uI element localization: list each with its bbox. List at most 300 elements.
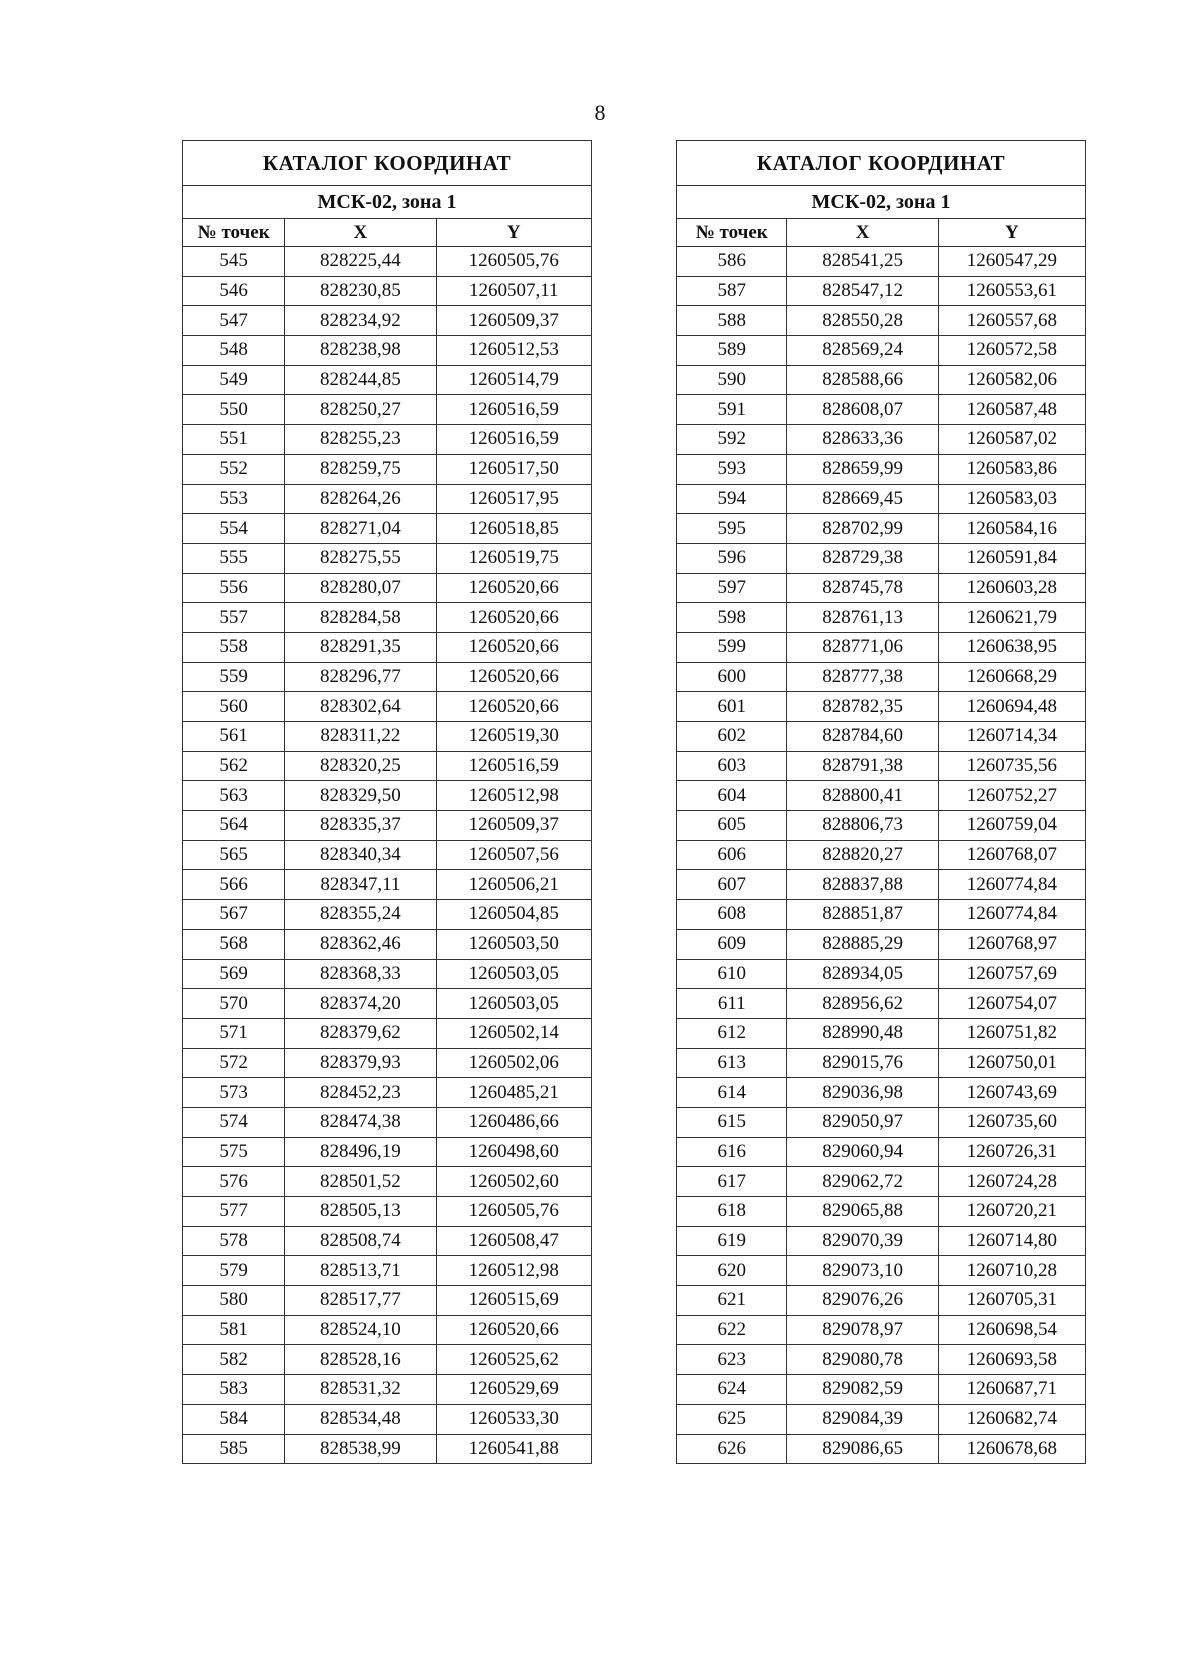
y-coordinate-cell: 1260710,28: [938, 1256, 1085, 1286]
y-coordinate-cell: 1260516,59: [436, 395, 591, 425]
point-number-cell: 548: [183, 336, 285, 366]
table-row: [677, 543, 1086, 573]
point-number-cell: 545: [183, 247, 285, 277]
x-coordinate-cell: 828745,78: [787, 573, 938, 603]
x-coordinate-cell: 829015,76: [787, 1048, 938, 1078]
x-coordinate-cell: 828791,38: [787, 751, 938, 781]
point-number-cell: 571: [183, 1018, 285, 1048]
y-coordinate-cell: 1260519,30: [436, 722, 591, 752]
x-coordinate-cell: 829078,97: [787, 1315, 938, 1345]
y-coordinate-cell: 1260541,88: [436, 1434, 591, 1464]
x-coordinate-cell: 828255,23: [285, 425, 436, 455]
table-row: [677, 1137, 1086, 1167]
x-coordinate-cell: 828320,25: [285, 751, 436, 781]
table-row: [677, 1226, 1086, 1256]
x-coordinate-cell: 828508,74: [285, 1226, 436, 1256]
table-row: [677, 692, 1086, 722]
y-coordinate-cell: 1260726,31: [938, 1137, 1085, 1167]
y-coordinate-cell: 1260587,48: [938, 395, 1085, 425]
table-row: [183, 959, 592, 989]
table-row: [183, 336, 592, 366]
coordinate-catalog-right: [676, 140, 1086, 1464]
y-coordinate-cell: 1260509,37: [436, 306, 591, 336]
y-coordinate-cell: 1260498,60: [436, 1137, 591, 1167]
y-coordinate-cell: 1260587,02: [938, 425, 1085, 455]
point-number-cell: 583: [183, 1375, 285, 1405]
x-coordinate-cell: 828374,20: [285, 989, 436, 1019]
table-row: [183, 692, 592, 722]
y-coordinate-cell: 1260508,47: [436, 1226, 591, 1256]
x-coordinate-cell: 828806,73: [787, 811, 938, 841]
y-coordinate-cell: 1260504,85: [436, 900, 591, 930]
table-row: [677, 1286, 1086, 1316]
y-coordinate-cell: 1260678,68: [938, 1434, 1085, 1464]
point-number-cell: 558: [183, 632, 285, 662]
point-number-cell: 590: [677, 365, 787, 395]
point-number-cell: 613: [677, 1048, 787, 1078]
x-coordinate-cell: 828302,64: [285, 692, 436, 722]
y-coordinate-cell: 1260714,34: [938, 722, 1085, 752]
column-header-x: X: [787, 219, 938, 247]
x-coordinate-cell: 828550,28: [787, 306, 938, 336]
x-coordinate-cell: 828851,87: [787, 900, 938, 930]
x-coordinate-cell: 828702,99: [787, 514, 938, 544]
y-coordinate-cell: 1260520,66: [436, 573, 591, 603]
y-coordinate-cell: 1260720,21: [938, 1197, 1085, 1227]
point-number-cell: 551: [183, 425, 285, 455]
table-row: [677, 840, 1086, 870]
table-row: [183, 722, 592, 752]
y-coordinate-cell: 1260591,84: [938, 543, 1085, 573]
table-row: [183, 543, 592, 573]
point-number-cell: 552: [183, 454, 285, 484]
x-coordinate-cell: 828379,62: [285, 1018, 436, 1048]
y-coordinate-cell: 1260507,56: [436, 840, 591, 870]
y-coordinate-cell: 1260582,06: [938, 365, 1085, 395]
x-coordinate-cell: 829062,72: [787, 1167, 938, 1197]
y-coordinate-cell: 1260694,48: [938, 692, 1085, 722]
x-coordinate-cell: 828538,99: [285, 1434, 436, 1464]
y-coordinate-cell: 1260520,66: [436, 632, 591, 662]
point-number-cell: 607: [677, 870, 787, 900]
x-coordinate-cell: 828291,35: [285, 632, 436, 662]
table-row: [183, 395, 592, 425]
table-row: [677, 336, 1086, 366]
table-row: [677, 514, 1086, 544]
point-number-cell: 598: [677, 603, 787, 633]
x-coordinate-cell: 828225,44: [285, 247, 436, 277]
y-coordinate-cell: 1260503,05: [436, 959, 591, 989]
y-coordinate-cell: 1260520,66: [436, 692, 591, 722]
y-coordinate-cell: 1260520,66: [436, 662, 591, 692]
x-coordinate-cell: 828335,37: [285, 811, 436, 841]
y-coordinate-cell: 1260512,98: [436, 1256, 591, 1286]
point-number-cell: 611: [677, 989, 787, 1019]
table-row: [677, 1197, 1086, 1227]
table-row: [677, 1107, 1086, 1137]
table-row: [183, 1256, 592, 1286]
table-row: [677, 425, 1086, 455]
x-coordinate-cell: 828517,77: [285, 1286, 436, 1316]
x-coordinate-cell: 828238,98: [285, 336, 436, 366]
y-coordinate-cell: 1260512,98: [436, 781, 591, 811]
x-coordinate-cell: 828513,71: [285, 1256, 436, 1286]
x-coordinate-cell: 828474,38: [285, 1107, 436, 1137]
y-coordinate-cell: 1260520,66: [436, 1315, 591, 1345]
x-coordinate-cell: 828264,26: [285, 484, 436, 514]
y-coordinate-cell: 1260687,71: [938, 1375, 1085, 1405]
table-row: [183, 662, 592, 692]
y-coordinate-cell: 1260553,61: [938, 276, 1085, 306]
point-number-cell: 600: [677, 662, 787, 692]
x-coordinate-cell: 828541,25: [787, 247, 938, 277]
x-coordinate-cell: 828311,22: [285, 722, 436, 752]
point-number-cell: 614: [677, 1078, 787, 1108]
x-coordinate-cell: 828633,36: [787, 425, 938, 455]
y-coordinate-cell: 1260751,82: [938, 1018, 1085, 1048]
x-coordinate-cell: 829070,39: [787, 1226, 938, 1256]
table-row: [183, 1286, 592, 1316]
point-number-cell: 563: [183, 781, 285, 811]
x-coordinate-cell: 828547,12: [787, 276, 938, 306]
point-number-cell: 581: [183, 1315, 285, 1345]
y-coordinate-cell: 1260735,56: [938, 751, 1085, 781]
point-number-cell: 560: [183, 692, 285, 722]
x-coordinate-cell: 828230,85: [285, 276, 436, 306]
point-number-cell: 564: [183, 811, 285, 841]
point-number-cell: 617: [677, 1167, 787, 1197]
x-coordinate-cell: 828368,33: [285, 959, 436, 989]
y-coordinate-cell: 1260547,29: [938, 247, 1085, 277]
point-number-cell: 591: [677, 395, 787, 425]
y-coordinate-cell: 1260757,69: [938, 959, 1085, 989]
y-coordinate-cell: 1260668,29: [938, 662, 1085, 692]
y-coordinate-cell: 1260509,37: [436, 811, 591, 841]
x-coordinate-cell: 829084,39: [787, 1404, 938, 1434]
table-row: [183, 870, 592, 900]
table-row: [183, 425, 592, 455]
point-number-cell: 577: [183, 1197, 285, 1227]
point-number-cell: 592: [677, 425, 787, 455]
point-number-cell: 601: [677, 692, 787, 722]
x-coordinate-cell: 828528,16: [285, 1345, 436, 1375]
y-coordinate-cell: 1260693,58: [938, 1345, 1085, 1375]
x-coordinate-cell: 828296,77: [285, 662, 436, 692]
x-coordinate-cell: 828362,46: [285, 929, 436, 959]
y-coordinate-cell: 1260512,53: [436, 336, 591, 366]
table-row: [183, 454, 592, 484]
table-row: [183, 1315, 592, 1345]
point-number-cell: 596: [677, 543, 787, 573]
table-row: [677, 1404, 1086, 1434]
x-coordinate-cell: 828729,38: [787, 543, 938, 573]
y-coordinate-cell: 1260506,21: [436, 870, 591, 900]
table-row: [677, 929, 1086, 959]
y-coordinate-cell: 1260518,85: [436, 514, 591, 544]
x-coordinate-cell: 829086,65: [787, 1434, 938, 1464]
point-number-cell: 623: [677, 1345, 787, 1375]
point-number-cell: 609: [677, 929, 787, 959]
y-coordinate-cell: 1260503,50: [436, 929, 591, 959]
table-row: [677, 989, 1086, 1019]
y-coordinate-cell: 1260502,14: [436, 1018, 591, 1048]
table-row: [677, 276, 1086, 306]
table-row: [183, 514, 592, 544]
table-row: [183, 840, 592, 870]
y-coordinate-cell: 1260520,66: [436, 603, 591, 633]
point-number-cell: 624: [677, 1375, 787, 1405]
y-coordinate-cell: 1260743,69: [938, 1078, 1085, 1108]
table-row: [183, 365, 592, 395]
table-row: [677, 1315, 1086, 1345]
point-number-cell: 597: [677, 573, 787, 603]
x-coordinate-cell: 828800,41: [787, 781, 938, 811]
y-coordinate-cell: 1260502,06: [436, 1048, 591, 1078]
point-number-cell: 555: [183, 543, 285, 573]
point-number-cell: 579: [183, 1256, 285, 1286]
point-number-cell: 594: [677, 484, 787, 514]
table-row: [677, 1167, 1086, 1197]
table-row: [677, 603, 1086, 633]
column-header-point-number: № точек: [183, 219, 285, 247]
point-number-cell: 619: [677, 1226, 787, 1256]
table-row: [677, 1434, 1086, 1464]
point-number-cell: 557: [183, 603, 285, 633]
x-coordinate-cell: 828347,11: [285, 870, 436, 900]
table-row: [183, 1167, 592, 1197]
point-number-cell: 610: [677, 959, 787, 989]
point-number-cell: 582: [183, 1345, 285, 1375]
y-coordinate-cell: 1260603,28: [938, 573, 1085, 603]
point-number-cell: 626: [677, 1434, 787, 1464]
x-coordinate-cell: 828355,24: [285, 900, 436, 930]
x-coordinate-cell: 829082,59: [787, 1375, 938, 1405]
x-coordinate-cell: 828956,62: [787, 989, 938, 1019]
y-coordinate-cell: 1260572,58: [938, 336, 1085, 366]
table-row: [183, 1137, 592, 1167]
x-coordinate-cell: 828284,58: [285, 603, 436, 633]
x-coordinate-cell: 828588,66: [787, 365, 938, 395]
x-coordinate-cell: 828524,10: [285, 1315, 436, 1345]
table-row: [677, 722, 1086, 752]
table-row: [677, 573, 1086, 603]
table-row: [677, 365, 1086, 395]
point-number-cell: 620: [677, 1256, 787, 1286]
x-coordinate-cell: 828275,55: [285, 543, 436, 573]
y-coordinate-cell: 1260505,76: [436, 247, 591, 277]
catalog-subtitle: МСК-02, зона 1: [183, 186, 592, 219]
y-coordinate-cell: 1260714,80: [938, 1226, 1085, 1256]
x-coordinate-cell: 828234,92: [285, 306, 436, 336]
y-coordinate-cell: 1260503,05: [436, 989, 591, 1019]
y-coordinate-cell: 1260621,79: [938, 603, 1085, 633]
y-coordinate-cell: 1260557,68: [938, 306, 1085, 336]
x-coordinate-cell: 828777,38: [787, 662, 938, 692]
table-row: [677, 811, 1086, 841]
x-coordinate-cell: 828250,27: [285, 395, 436, 425]
x-coordinate-cell: 828329,50: [285, 781, 436, 811]
x-coordinate-cell: 829080,78: [787, 1345, 938, 1375]
page-number: 8: [594, 100, 606, 125]
y-coordinate-cell: 1260584,16: [938, 514, 1085, 544]
y-coordinate-cell: 1260750,01: [938, 1048, 1085, 1078]
x-coordinate-cell: 828990,48: [787, 1018, 938, 1048]
table-row: [183, 1404, 592, 1434]
table-row: [183, 1107, 592, 1137]
table-row: [183, 900, 592, 930]
y-coordinate-cell: 1260517,95: [436, 484, 591, 514]
table-row: [677, 1018, 1086, 1048]
y-coordinate-cell: 1260505,76: [436, 1197, 591, 1227]
table-row: [183, 751, 592, 781]
table-row: [677, 900, 1086, 930]
table-row: [677, 395, 1086, 425]
point-number-cell: 588: [677, 306, 787, 336]
table-row: [677, 751, 1086, 781]
table-row: [677, 870, 1086, 900]
x-coordinate-cell: 828280,07: [285, 573, 436, 603]
point-number-cell: 566: [183, 870, 285, 900]
point-number-cell: 576: [183, 1167, 285, 1197]
point-number-cell: 567: [183, 900, 285, 930]
column-header-point-number: № точек: [677, 219, 787, 247]
y-coordinate-cell: 1260583,03: [938, 484, 1085, 514]
table-row: [183, 1226, 592, 1256]
table-row: [677, 1256, 1086, 1286]
y-coordinate-cell: 1260724,28: [938, 1167, 1085, 1197]
y-coordinate-cell: 1260515,69: [436, 1286, 591, 1316]
table-row: [183, 1048, 592, 1078]
point-number-cell: 561: [183, 722, 285, 752]
x-coordinate-cell: 828659,99: [787, 454, 938, 484]
table-row: [677, 1078, 1086, 1108]
point-number-cell: 574: [183, 1107, 285, 1137]
x-coordinate-cell: 828531,32: [285, 1375, 436, 1405]
table-row: [183, 1197, 592, 1227]
x-coordinate-cell: 828271,04: [285, 514, 436, 544]
point-number-cell: 573: [183, 1078, 285, 1108]
point-number-cell: 621: [677, 1286, 787, 1316]
table-row: [677, 1048, 1086, 1078]
y-coordinate-cell: 1260517,50: [436, 454, 591, 484]
x-coordinate-cell: 828501,52: [285, 1167, 436, 1197]
table-row: [183, 276, 592, 306]
point-number-cell: 565: [183, 840, 285, 870]
y-coordinate-cell: 1260507,11: [436, 276, 591, 306]
point-number-cell: 575: [183, 1137, 285, 1167]
x-coordinate-cell: 828244,85: [285, 365, 436, 395]
y-coordinate-cell: 1260502,60: [436, 1167, 591, 1197]
point-number-cell: 572: [183, 1048, 285, 1078]
table-row: [677, 662, 1086, 692]
point-number-cell: 612: [677, 1018, 787, 1048]
y-coordinate-cell: 1260735,60: [938, 1107, 1085, 1137]
table-row: [677, 1375, 1086, 1405]
x-coordinate-cell: 828496,19: [285, 1137, 436, 1167]
point-number-cell: 585: [183, 1434, 285, 1464]
column-header-y: Y: [938, 219, 1085, 247]
x-coordinate-cell: 829076,26: [787, 1286, 938, 1316]
table-row: [183, 1345, 592, 1375]
y-coordinate-cell: 1260533,30: [436, 1404, 591, 1434]
point-number-cell: 547: [183, 306, 285, 336]
table-row: [183, 929, 592, 959]
table-row: [183, 306, 592, 336]
table-row: [183, 1434, 592, 1464]
x-coordinate-cell: 828934,05: [787, 959, 938, 989]
x-coordinate-cell: 828782,35: [787, 692, 938, 722]
y-coordinate-cell: 1260514,79: [436, 365, 591, 395]
table-row: [677, 484, 1086, 514]
column-header-y: Y: [436, 219, 591, 247]
table-row: [183, 603, 592, 633]
column-header-x: X: [285, 219, 436, 247]
table-row: [677, 1345, 1086, 1375]
table-row: [183, 1375, 592, 1405]
table-row: [677, 454, 1086, 484]
point-number-cell: 618: [677, 1197, 787, 1227]
point-number-cell: 549: [183, 365, 285, 395]
x-coordinate-cell: 828534,48: [285, 1404, 436, 1434]
table-row: [677, 306, 1086, 336]
point-number-cell: 587: [677, 276, 787, 306]
x-coordinate-cell: 828569,24: [787, 336, 938, 366]
y-coordinate-cell: 1260486,66: [436, 1107, 591, 1137]
x-coordinate-cell: 828761,13: [787, 603, 938, 633]
point-number-cell: 578: [183, 1226, 285, 1256]
point-number-cell: 584: [183, 1404, 285, 1434]
y-coordinate-cell: 1260583,86: [938, 454, 1085, 484]
x-coordinate-cell: 829050,97: [787, 1107, 938, 1137]
point-number-cell: 625: [677, 1404, 787, 1434]
point-number-cell: 546: [183, 276, 285, 306]
table-row: [183, 573, 592, 603]
point-number-cell: 603: [677, 751, 787, 781]
y-coordinate-cell: 1260529,69: [436, 1375, 591, 1405]
point-number-cell: 580: [183, 1286, 285, 1316]
x-coordinate-cell: 829036,98: [787, 1078, 938, 1108]
point-number-cell: 569: [183, 959, 285, 989]
y-coordinate-cell: 1260485,21: [436, 1078, 591, 1108]
y-coordinate-cell: 1260525,62: [436, 1345, 591, 1375]
y-coordinate-cell: 1260774,84: [938, 870, 1085, 900]
table-row: [677, 247, 1086, 277]
table-row: [677, 632, 1086, 662]
y-coordinate-cell: 1260768,07: [938, 840, 1085, 870]
point-number-cell: 615: [677, 1107, 787, 1137]
point-number-cell: 606: [677, 840, 787, 870]
x-coordinate-cell: 828669,45: [787, 484, 938, 514]
y-coordinate-cell: 1260774,84: [938, 900, 1085, 930]
point-number-cell: 616: [677, 1137, 787, 1167]
table-row: [183, 1018, 592, 1048]
x-coordinate-cell: 828608,07: [787, 395, 938, 425]
x-coordinate-cell: 828452,23: [285, 1078, 436, 1108]
point-number-cell: 595: [677, 514, 787, 544]
x-coordinate-cell: 828771,06: [787, 632, 938, 662]
x-coordinate-cell: 829060,94: [787, 1137, 938, 1167]
point-number-cell: 608: [677, 900, 787, 930]
x-coordinate-cell: 829065,88: [787, 1197, 938, 1227]
point-number-cell: 562: [183, 751, 285, 781]
table-row: [183, 1078, 592, 1108]
y-coordinate-cell: 1260516,59: [436, 425, 591, 455]
y-coordinate-cell: 1260752,27: [938, 781, 1085, 811]
point-number-cell: 568: [183, 929, 285, 959]
y-coordinate-cell: 1260516,59: [436, 751, 591, 781]
catalog-title: КАТАЛОГ КООРДИНАТ: [183, 141, 592, 186]
table-row: [677, 959, 1086, 989]
